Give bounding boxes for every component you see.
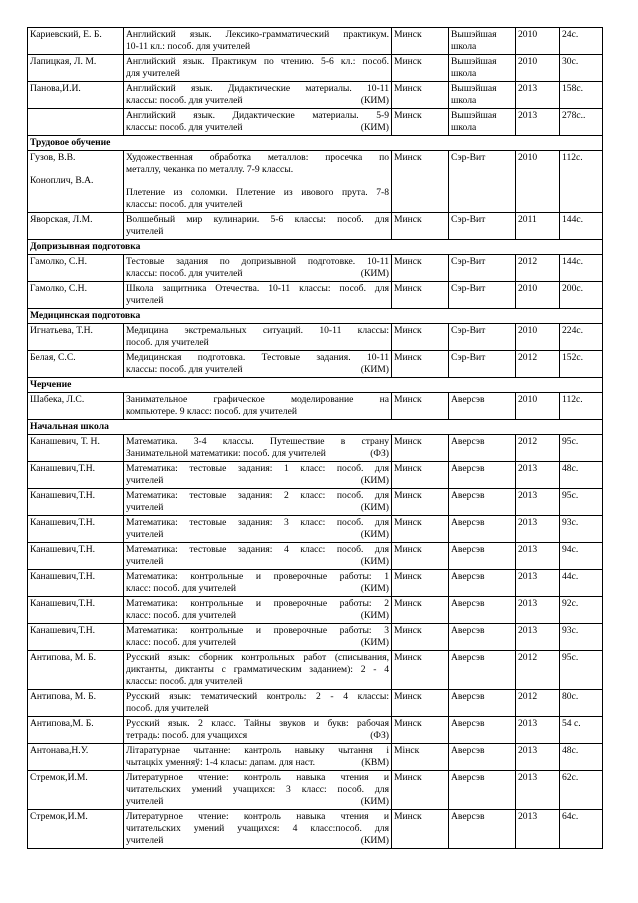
table-row	[28, 151, 603, 213]
material-type-tag: (КИМ)	[360, 502, 389, 513]
table-row	[28, 597, 603, 624]
book-pages: 144с.	[560, 255, 603, 282]
book-pages: 54 с.	[560, 717, 603, 744]
book-pages: 93с.	[560, 516, 603, 543]
title-line	[126, 475, 389, 487]
table-row	[28, 28, 603, 55]
book-publisher: Аверсэв	[449, 744, 516, 771]
book-publisher: Сэр-Вит	[449, 255, 516, 282]
book-author: Гамолко, С.Н.	[28, 255, 124, 282]
book-publisher: Аверсэв	[449, 435, 516, 462]
book-author: Кариевский, Е. Б.	[28, 28, 124, 55]
book-publisher: Аверсэв	[449, 516, 516, 543]
title-line	[126, 796, 389, 808]
book-city: Минск	[392, 213, 449, 240]
book-year: 2013	[516, 810, 560, 849]
book-publisher: Вышэйшая школа	[449, 109, 516, 136]
book-title	[124, 351, 392, 378]
book-year: 2010	[516, 28, 560, 55]
section-row	[28, 240, 603, 255]
book-publisher: Аверсэв	[449, 597, 516, 624]
title-line-text: класс: пособ. для учителей	[126, 610, 237, 621]
title-entry	[126, 187, 389, 211]
book-year: 2013	[516, 82, 560, 109]
title-line: Занимательное графическое моделирование на	[126, 394, 389, 405]
book-title	[124, 597, 392, 624]
book-publisher: Аверсэв	[449, 543, 516, 570]
book-publisher: Сэр-Вит	[449, 282, 516, 309]
material-type-tag: (КВМ)	[361, 757, 389, 768]
book-author: Антипова, М. Б.	[28, 651, 124, 690]
material-type-tag: (КИМ)	[360, 583, 389, 594]
book-title	[124, 28, 392, 55]
book-title	[124, 516, 392, 543]
title-line: диктанты, диктанты с грамматическим заданием): 2 - 4	[126, 664, 389, 675]
book-year: 2013	[516, 462, 560, 489]
book-year: 2010	[516, 55, 560, 82]
book-author: Канашевич,Т.Н.	[28, 624, 124, 651]
title-line-text: учителей	[126, 502, 164, 513]
book-year: 2010	[516, 282, 560, 309]
book-pages: 152с.	[560, 351, 603, 378]
title-line: Русский язык. 2 класс. Тайны звуков и букв: рабочая	[126, 718, 389, 729]
book-year: 2013	[516, 771, 560, 810]
book-author: Антонава,Н.У.	[28, 744, 124, 771]
title-line: Математика: тестовые задания: 1 класс: пособ. для	[126, 463, 389, 474]
section-row	[28, 420, 603, 435]
title-line-text: учителей	[126, 796, 164, 807]
title-line-text: учителей	[126, 529, 164, 540]
title-line: читательских умений учащихся: 4 класс:пособ. для	[126, 823, 389, 834]
book-year: 2013	[516, 489, 560, 516]
table-row	[28, 282, 603, 309]
title-line: Тестовые задания по допризывной подготовке. 10-11	[126, 256, 389, 267]
table-row	[28, 570, 603, 597]
material-type-tag: (КИМ)	[360, 637, 389, 648]
table-row	[28, 55, 603, 82]
book-year: 2012	[516, 255, 560, 282]
table-row	[28, 624, 603, 651]
table-row	[28, 255, 603, 282]
title-line: Английский язык. Практикум по чтению. 5-6 кл.: пособ.	[126, 56, 389, 67]
title-line: Русский язык: сборник контрольных работ (списывания,	[126, 652, 389, 663]
table-row	[28, 651, 603, 690]
book-author: Белая, С.С.	[28, 351, 124, 378]
book-year: 2010	[516, 151, 560, 213]
book-city: Минск	[392, 810, 449, 849]
book-title	[124, 690, 392, 717]
title-line-text: классы: пособ. для учителей	[126, 268, 243, 279]
book-year: 2013	[516, 597, 560, 624]
title-line: классы: пособ. для учителей	[126, 199, 243, 210]
title-line	[126, 502, 389, 514]
title-line	[126, 757, 389, 769]
book-title	[124, 462, 392, 489]
table-row	[28, 324, 603, 351]
book-catalog-table	[27, 27, 603, 849]
title-line	[126, 448, 389, 460]
book-city: Мінск	[392, 744, 449, 771]
book-pages: 44с.	[560, 570, 603, 597]
title-line: пособ. для учителей	[126, 337, 209, 348]
book-title	[124, 109, 392, 136]
book-city: Минск	[392, 255, 449, 282]
table-row	[28, 810, 603, 849]
book-title	[124, 55, 392, 82]
book-pages: 64с.	[560, 810, 603, 849]
book-city: Минск	[392, 151, 449, 213]
title-line: учителей	[126, 226, 164, 237]
title-line	[126, 610, 389, 622]
book-city: Минск	[392, 28, 449, 55]
book-city: Минск	[392, 55, 449, 82]
author-entry: Коноплич, В.А.	[30, 175, 94, 186]
material-type-tag: (КИМ)	[360, 122, 389, 133]
title-line: Математика: тестовые задания: 2 класс: пособ. для	[126, 490, 389, 501]
book-pages: 95с.	[560, 435, 603, 462]
book-pages: 158с.	[560, 82, 603, 109]
book-title	[124, 717, 392, 744]
book-title	[124, 570, 392, 597]
book-author: Канашевич,Т.Н.	[28, 597, 124, 624]
book-city: Минск	[392, 489, 449, 516]
book-year: 2013	[516, 543, 560, 570]
book-pages: 30с.	[560, 55, 603, 82]
book-pages: 112с.	[560, 393, 603, 420]
book-pages: 278с..	[560, 109, 603, 136]
book-pages: 80с.	[560, 690, 603, 717]
title-line-text: классы: пособ. для учителей	[126, 364, 243, 375]
title-line	[126, 364, 389, 376]
title-line: читательских умений учащихся: 3 класс: пособ. для	[126, 784, 389, 795]
title-entry	[126, 152, 389, 176]
book-publisher: Аверсэв	[449, 393, 516, 420]
title-line: Волшебный мир кулинарии. 5-6 классы: пособ. для	[126, 214, 389, 225]
title-line-text: классы: пособ. для учителей	[126, 95, 243, 106]
book-city: Минск	[392, 690, 449, 717]
book-city: Минск	[392, 543, 449, 570]
book-title	[124, 255, 392, 282]
title-line: Математика: контрольные и проверочные работы: 3	[126, 625, 389, 636]
book-author: Шабека, Л.С.	[28, 393, 124, 420]
book-publisher: Сэр-Вит	[449, 351, 516, 378]
title-line: для учителей	[126, 68, 180, 79]
book-city: Минск	[392, 597, 449, 624]
title-line-text: классы: пособ. для учителей	[126, 122, 243, 133]
book-title	[124, 435, 392, 462]
table-row	[28, 435, 603, 462]
book-author: Игнатьева, Т.Н.	[28, 324, 124, 351]
book-publisher: Вышэйшая школа	[449, 28, 516, 55]
title-line	[126, 583, 389, 595]
title-line: классы: пособ. для учителей	[126, 676, 243, 687]
title-line: учителей	[126, 295, 164, 306]
title-line-text: чытацкіх уменняў: 1-4 класы: дапам. для наст.	[126, 757, 315, 768]
section-heading: Допризывная подготовка	[28, 240, 603, 255]
title-line: Школа защитника Отечества. 10-11 классы: пособ. для	[126, 283, 389, 294]
title-line-text: учителей	[126, 556, 164, 567]
title-line: Литературное чтение: контроль навыка чтения и	[126, 811, 389, 822]
book-title	[124, 213, 392, 240]
book-pages: 92с.	[560, 597, 603, 624]
title-line-text: класс: пособ. для учителей	[126, 583, 237, 594]
section-heading: Трудовое обучение	[28, 136, 603, 151]
book-publisher: Сэр-Вит	[449, 213, 516, 240]
material-type-tag: (КИМ)	[360, 796, 389, 807]
material-type-tag: (ФЗ)	[370, 448, 389, 459]
material-type-tag: (КИМ)	[360, 475, 389, 486]
book-city: Минск	[392, 82, 449, 109]
title-line: Художественная обработка металлов: просечка по	[126, 152, 389, 163]
book-author: Канашевич,Т.Н.	[28, 570, 124, 597]
book-title	[124, 810, 392, 849]
section-heading: Черчение	[28, 378, 603, 393]
title-line	[126, 122, 389, 134]
book-title	[124, 771, 392, 810]
title-line	[126, 637, 389, 649]
catalog-body	[28, 28, 603, 849]
material-type-tag: (КИМ)	[360, 610, 389, 621]
book-publisher: Аверсэв	[449, 771, 516, 810]
material-type-tag: (КИМ)	[360, 364, 389, 375]
book-year: 2013	[516, 717, 560, 744]
book-publisher: Аверсэв	[449, 717, 516, 744]
title-line	[126, 556, 389, 568]
book-publisher: Аверсэв	[449, 489, 516, 516]
book-author	[28, 109, 124, 136]
book-city: Минск	[392, 393, 449, 420]
author-entry: Гузов, В.В.	[30, 152, 76, 163]
section-heading: Медицинская подготовка	[28, 309, 603, 324]
title-line: Английский язык. Дидактические материалы. 5-9	[126, 110, 389, 121]
book-year: 2012	[516, 651, 560, 690]
book-year: 2013	[516, 516, 560, 543]
table-row	[28, 109, 603, 136]
book-pages: 48с.	[560, 462, 603, 489]
section-row	[28, 309, 603, 324]
book-year: 2012	[516, 351, 560, 378]
table-row	[28, 516, 603, 543]
book-title	[124, 489, 392, 516]
section-row	[28, 136, 603, 151]
title-line: 10-11 кл.: пособ. для учителей	[126, 41, 251, 52]
book-city: Минск	[392, 435, 449, 462]
title-line: Математика: тестовые задания: 4 класс: пособ. для	[126, 544, 389, 555]
title-line-text: тетрадь: пособ. для учащихся	[126, 730, 248, 741]
book-publisher: Сэр-Вит	[449, 324, 516, 351]
book-publisher: Аверсэв	[449, 462, 516, 489]
book-author: Канашевич,Т.Н.	[28, 516, 124, 543]
book-year: 2013	[516, 570, 560, 597]
table-row	[28, 543, 603, 570]
section-heading: Начальная школа	[28, 420, 603, 435]
book-title	[124, 393, 392, 420]
title-line: Плетение из соломки. Плетение из ивового прута. 7-8	[126, 187, 389, 198]
title-line: Математика: тестовые задания: 3 класс: пособ. для	[126, 517, 389, 528]
title-line	[126, 268, 389, 280]
book-city: Минск	[392, 282, 449, 309]
book-author: Канашевич, Т. Н.	[28, 435, 124, 462]
table-row	[28, 393, 603, 420]
title-line	[126, 95, 389, 107]
book-publisher: Аверсэв	[449, 690, 516, 717]
table-row	[28, 213, 603, 240]
book-city: Минск	[392, 351, 449, 378]
book-year: 2012	[516, 690, 560, 717]
title-line-text: учителей	[126, 835, 164, 846]
title-line: Літаратурнае чытанне: кантроль навыку чытання і	[126, 745, 389, 756]
book-pages: 94с.	[560, 543, 603, 570]
book-publisher: Сэр-Вит	[449, 151, 516, 213]
section-row	[28, 378, 603, 393]
book-author: Яворская, Л.М.	[28, 213, 124, 240]
title-line: Математика: контрольные и проверочные работы: 2	[126, 598, 389, 609]
book-pages: 48с.	[560, 744, 603, 771]
book-city: Минск	[392, 516, 449, 543]
book-publisher: Аверсэв	[449, 651, 516, 690]
table-row	[28, 489, 603, 516]
book-publisher: Вышэйшая школа	[449, 55, 516, 82]
title-line-text: Занимательной математики: пособ. для учителей	[126, 448, 326, 459]
table-row	[28, 351, 603, 378]
book-year: 2010	[516, 324, 560, 351]
title-line	[126, 529, 389, 541]
book-author: Канашевич,Т.Н.	[28, 462, 124, 489]
title-line: Математика. 3-4 классы. Путешествие в страну	[126, 436, 389, 447]
table-row	[28, 744, 603, 771]
book-year: 2010	[516, 393, 560, 420]
table-row	[28, 82, 603, 109]
book-publisher: Аверсэв	[449, 624, 516, 651]
book-city: Минск	[392, 651, 449, 690]
book-publisher: Вышэйшая школа	[449, 82, 516, 109]
book-pages: 95с.	[560, 489, 603, 516]
book-title	[124, 543, 392, 570]
table-row	[28, 717, 603, 744]
title-line: Математика: контрольные и проверочные работы: 1	[126, 571, 389, 582]
title-line-text: класс: пособ. для учителей	[126, 637, 237, 648]
title-line	[126, 730, 389, 742]
book-author: Стремок,И.М.	[28, 810, 124, 849]
material-type-tag: (ФЗ)	[370, 730, 389, 741]
book-author: Канашевич,Т.Н.	[28, 543, 124, 570]
title-line: Медицинская подготовка. Тестовые задания. 10-11	[126, 352, 389, 363]
book-author: Панова,И.И.	[28, 82, 124, 109]
book-city: Минск	[392, 462, 449, 489]
book-year: 2011	[516, 213, 560, 240]
material-type-tag: (КИМ)	[360, 835, 389, 846]
title-line: Английский язык. Лексико-грамматический практикум.	[126, 29, 389, 40]
book-pages: 200с.	[560, 282, 603, 309]
book-pages: 224с.	[560, 324, 603, 351]
book-title	[124, 282, 392, 309]
material-type-tag: (КИМ)	[360, 529, 389, 540]
book-title	[124, 651, 392, 690]
book-pages: 93с.	[560, 624, 603, 651]
book-pages: 112с.	[560, 151, 603, 213]
table-row	[28, 462, 603, 489]
book-city: Минск	[392, 324, 449, 351]
book-author: Антипова, М. Б.	[28, 690, 124, 717]
title-line-text: учителей	[126, 475, 164, 486]
book-pages: 95с.	[560, 651, 603, 690]
book-year: 2013	[516, 744, 560, 771]
title-line: пособ. для учителей	[126, 703, 209, 714]
book-author: Лапицкая, Л. М.	[28, 55, 124, 82]
book-year: 2012	[516, 435, 560, 462]
material-type-tag: (КИМ)	[360, 268, 389, 279]
material-type-tag: (КИМ)	[360, 556, 389, 567]
book-pages: 144с.	[560, 213, 603, 240]
book-pages: 24с.	[560, 28, 603, 55]
title-line	[126, 835, 389, 847]
book-title	[124, 82, 392, 109]
title-line: Медицина экстремальных ситуаций. 10-11 классы:	[126, 325, 389, 336]
book-city: Минск	[392, 771, 449, 810]
table-row	[28, 771, 603, 810]
title-line: Английский язык. Дидактические материалы. 10-11	[126, 83, 389, 94]
book-author: Гамолко, С.Н.	[28, 282, 124, 309]
book-author: Антипова,М. Б.	[28, 717, 124, 744]
book-city: Минск	[392, 109, 449, 136]
book-city: Минск	[392, 570, 449, 597]
book-author	[28, 151, 124, 213]
book-title	[124, 151, 392, 213]
book-title	[124, 624, 392, 651]
book-city: Минск	[392, 624, 449, 651]
book-year: 2013	[516, 109, 560, 136]
book-title	[124, 324, 392, 351]
book-pages: 62с.	[560, 771, 603, 810]
title-line: компьютере. 9 класс: пособ. для учителей	[126, 406, 297, 417]
book-title	[124, 744, 392, 771]
book-publisher: Аверсэв	[449, 570, 516, 597]
title-line: металлу, чеканка по металлу. 7-9 классы.	[126, 164, 294, 175]
book-year: 2013	[516, 624, 560, 651]
book-publisher: Аверсэв	[449, 810, 516, 849]
book-city: Минск	[392, 717, 449, 744]
table-row	[28, 690, 603, 717]
book-author: Стремок,И.М.	[28, 771, 124, 810]
title-line: Русский язык: тематический контроль: 2 - 4 классы:	[126, 691, 389, 702]
book-author: Канашевич,Т.Н.	[28, 489, 124, 516]
title-line: Литературное чтение: контроль навыка чтения и	[126, 772, 389, 783]
material-type-tag: (КИМ)	[360, 95, 389, 106]
